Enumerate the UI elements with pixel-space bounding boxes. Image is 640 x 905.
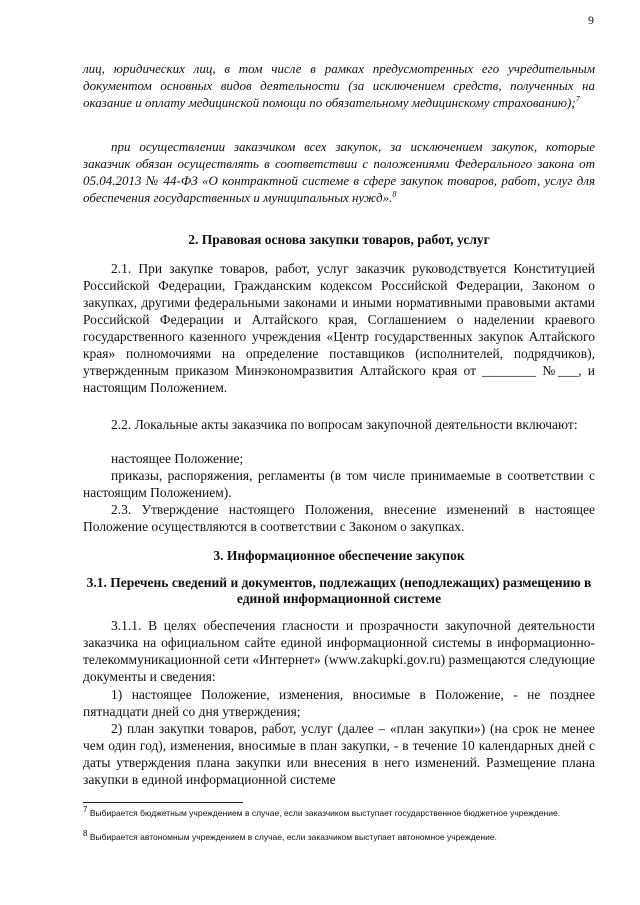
paragraph-2-2: 2.2. Локальные акты заказчика по вопросам закупочной деятельности включают: — [111, 417, 578, 432]
footnote-7 — [83, 805, 595, 819]
paragraph-2-1: 2.1. При закупке товаров, работ, услуг заказчик руководствуется Конституцией Российской Федерации, Гражданским кодексом Российской Федерации, Законом о закупках, другими федеральными законами и иными нормативными правовыми актами Российской Федерации и Алтайского края, Соглашением о наделении краевого государственного казенного учреждения «Центр государственных закупок Алтайского края» полномочиями на определение поставщиков (исполнителей, подрядчиков), утвержденным приказом Минэкономразвития Алтайского края от ________ №___, и настоящим Положением. — [83, 261, 595, 395]
footnote-8-mark: 8 — [83, 829, 88, 839]
list-item-1: 1) настоящее Положение, изменения, вносимые в Положение, - не позднее пятнадцати дней со дня утверждения; — [83, 687, 595, 719]
intro-paragraph-1-text: лиц, юридических лиц, в том числе в рамках предусмотренных его учредительным документом основных видов деятельности (за исключением средств, полученных на оказание и оплату медицинской помощи по обязательному медицинскому страхованию); — [83, 61, 595, 110]
intro-paragraph-2-text: при осуществлении заказчиком всех закупок, за исключением закупок, которые заказчик обязан осуществлять в соответствии с положениями Федерального закона от 05.04.2013 № 44-ФЗ «О контрактной системе в сфере закупок товаров, работ, услуг для обеспечения государственных и муниципальных нужд». — [83, 139, 595, 205]
footnote-8-text: Выбирается автономным учреждением в случае, если заказчиком выступает автономное учреждение. — [89, 832, 497, 842]
footnote-8 — [83, 829, 595, 843]
intro-paragraph-1 — [83, 60, 595, 111]
footnote-7-text: Выбирается бюджетным учреждением в случае, если заказчиком выступает государственное бюджетное учреждение. — [89, 808, 561, 818]
paragraph-2-2-item-a: настоящее Положение; — [111, 451, 244, 466]
paragraph-3-1-1: 3.1.1. В целях обеспечения гласности и прозрачности закупочной деятельности заказчика на официальном сайте единой информационной системы в информационно-телекоммуникационной сети «Интернет» (www.zakupki.gov.ru) размещаются следующие документы и сведения: — [83, 618, 595, 684]
list-item-2: 2) план закупки товаров, работ, услуг (далее – «план закупки») (на срок не менее чем один год), изменения, вносимые в план закупки, - в течение 10 календарных дней с даты утверждения плана закупки или внесения в него изменений. Размещение плана закупки в единой информационной системе — [83, 721, 595, 787]
footnote-ref-7[interactable]: 7 — [575, 94, 580, 104]
page-number: 9 — [588, 13, 594, 27]
section-3-heading: 3. Информационное обеспечение закупок — [213, 548, 465, 563]
footnote-7-mark: 7 — [83, 805, 88, 815]
intro-paragraph-2 — [83, 138, 595, 206]
footnote-divider — [83, 802, 243, 803]
footnote-ref-8[interactable]: 8 — [392, 189, 397, 199]
paragraph-2-3: 2.3. Утверждение настоящего Положения, внесение изменений в настоящее Положение осуществляются в соответствии с Законом о закупках. — [83, 502, 595, 534]
section-3-1-heading: 3.1. Перечень сведений и документов, подлежащих (неподлежащих) размещению в единой информационной системе — [86, 575, 592, 606]
section-2-heading: 2. Правовая основа закупки товаров, работ, услуг — [188, 232, 490, 247]
paragraph-2-2-item-b: приказы, распоряжения, регламенты (в том числе принимаемые в соответствии с настоящим Положением). — [83, 468, 595, 500]
